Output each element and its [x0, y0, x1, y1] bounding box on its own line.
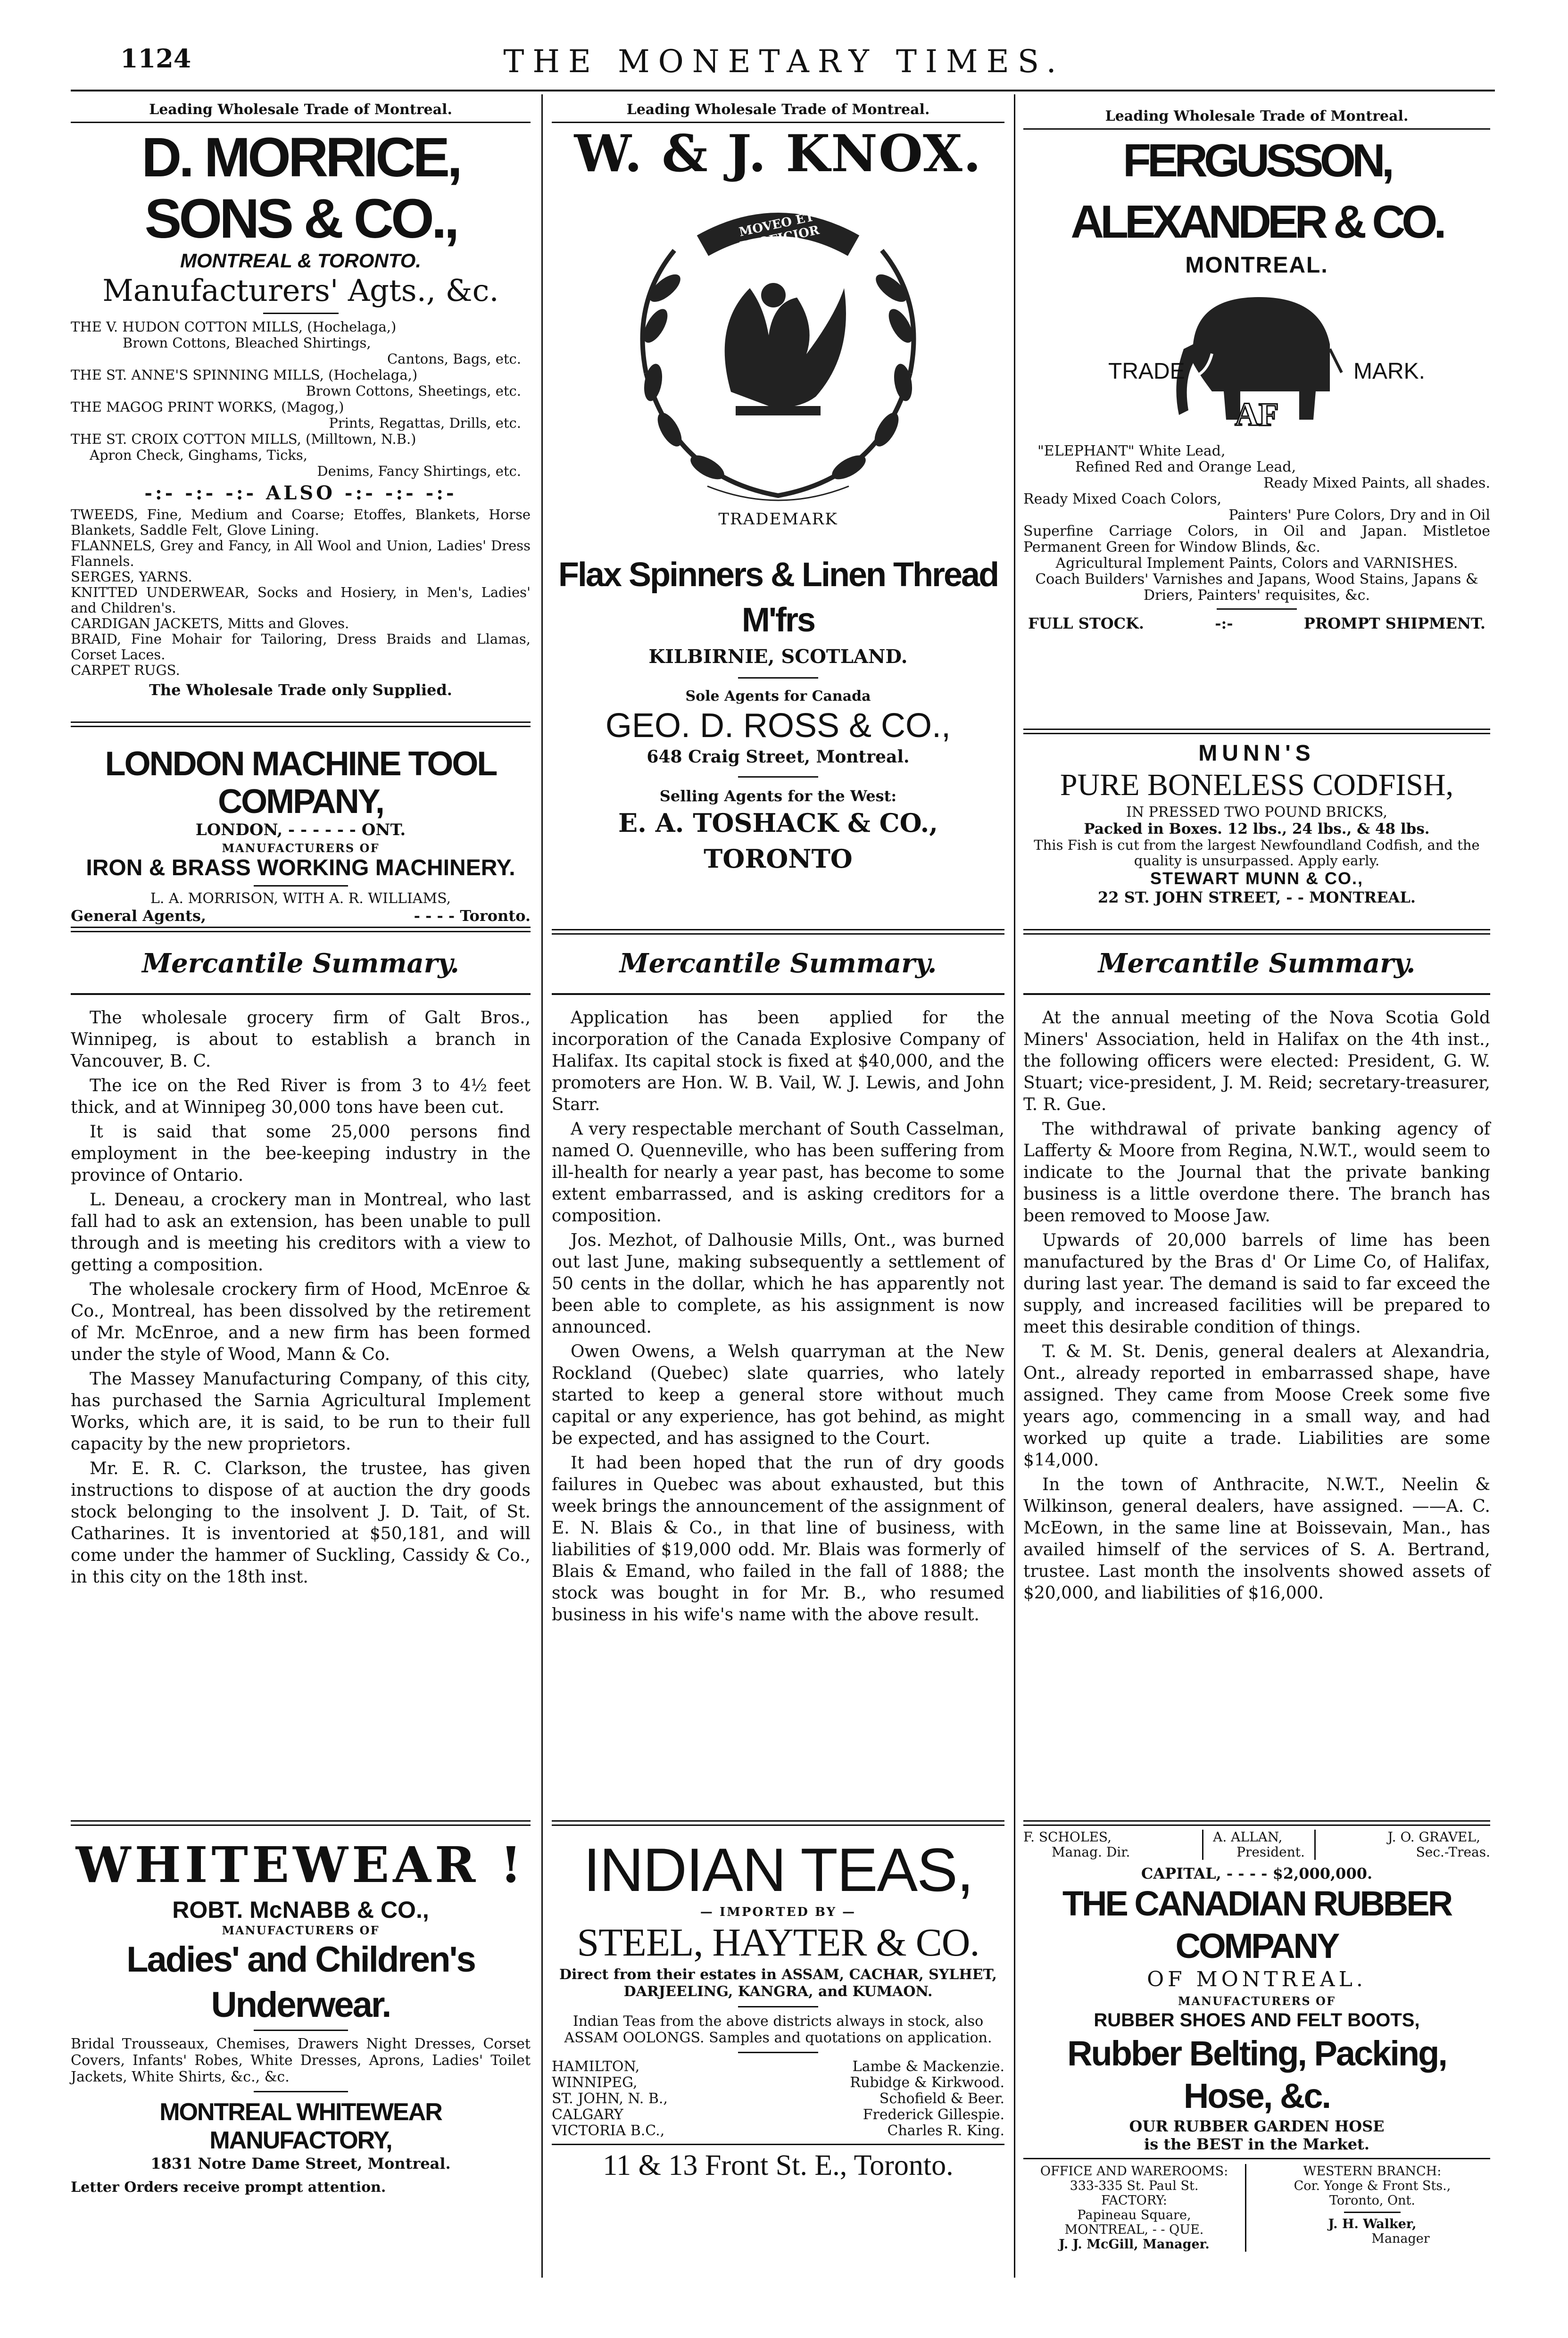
section-rule	[71, 721, 531, 727]
product-line: Superfine Carriage Colors, in Oil and Japan. Mistletoe Permanent Green for Window Blinds, &c.	[1023, 523, 1490, 555]
page-number: 1124	[120, 43, 191, 74]
elephant-trademark	[1023, 278, 1490, 434]
mill-line: Brown Cottons, Bleached Shirtings,	[123, 335, 371, 351]
column-divider	[541, 94, 543, 2278]
factory-address: 1831 Notre Dame Street, Montreal.	[150, 2155, 451, 2172]
west-line: Cor. Yonge & Front Sts.,	[1294, 2179, 1451, 2193]
office-line: Papineau Square,	[1077, 2208, 1191, 2222]
imported-by: — IMPORTED BY —	[700, 1905, 856, 1919]
product: Ladies' and Children's Underwear.	[126, 1940, 475, 2025]
west-agent: E. A. TOSHACK & CO., TORONTO	[618, 808, 938, 874]
agency-city: HAMILTON,	[552, 2058, 640, 2075]
section-rule	[71, 927, 531, 932]
news-paragraph: Jos. Mezhot, of Dalhousie Mills, Ont., was burned out last June, making subsequently a settlement of 50 cents in the dollar, which he has apparently not been able to complete, as his assignment is now announced.	[552, 1231, 1004, 1337]
agency-city: VICTORIA B.C.,	[552, 2122, 665, 2139]
west-manager: J. H. Walker,	[1328, 2217, 1417, 2231]
mill-line: THE ST. CROIX COTTON MILLS, (Milltown, N.B.)	[71, 431, 416, 447]
firm-tagline: Manufacturers' Agts., &c.	[102, 274, 499, 308]
emblem-motto: MOVEO ET PROFICIOR	[738, 209, 821, 254]
product: Flax Spinners & Linen Thread M'frs	[558, 556, 998, 639]
firm-of: OF MONTREAL.	[1147, 1967, 1367, 1991]
agency-name: Charles R. King.	[887, 2122, 1004, 2139]
lead-heading: Leading Wholesale Trade of Montreal.	[149, 101, 452, 118]
af-monogram: AF	[1235, 397, 1279, 433]
firm-sub: STEWART MUNN & CO.,	[1150, 869, 1363, 888]
officer-name: A. ALLAN,	[1213, 1829, 1283, 1845]
agency-city: CALGARY	[552, 2106, 623, 2123]
agent-address: 648 Craig Street, Montreal.	[647, 747, 910, 767]
agency-city: WINNIPEG,	[552, 2074, 638, 2091]
mill-line: Apron Check, Ginghams, Ticks,	[90, 447, 308, 463]
news-paragraph: The wholesale grocery firm of Galt Bros., Winnipeg, is about to establish a branch in Vancouver, B. C.	[71, 1008, 531, 1071]
ad-knox	[552, 101, 1004, 877]
officer-title: Manag. Dir.	[1052, 1844, 1130, 1860]
ad-london-machine	[71, 745, 531, 925]
trade-note: The Wholesale Trade only Supplied.	[149, 681, 452, 699]
section-rule	[1023, 929, 1490, 935]
firm-place: KILBIRNIE, SCOTLAND.	[648, 646, 908, 668]
news-paragraph: Upwards of 20,000 barrels of lime has been manufactured by the Bras d' Or Lime Co, of Halifax, during last year. The demand is said to far exceed the supply, and increased facilities will be prepared to meet this desirable condition of things.	[1023, 1231, 1490, 1337]
news-paragraph: Mr. E. R. C. Clarkson, the trustee, has given instructions to dispose of at auction the dry goods stock belonging to the insolvent J. D. Tait, of St. Catharines. It is inventoried at $50,181, and will come under the hammer of Suckling, Cassidy & Co., in this city on the 18th inst.	[71, 1459, 531, 1587]
mill-line: THE MAGOG PRINT WORKS, (Magog,)	[71, 399, 344, 415]
mercantile-summary-col1	[71, 948, 531, 1591]
page-title: THE MONETARY TIMES.	[503, 43, 1065, 80]
product-line: SERGES, YARNS.	[71, 569, 192, 585]
news-paragraph: The wholesale crockery firm of Hood, McEnroe & Co., Montreal, has been dissolved by the retirement of Mr. McEnroe, and a new firm has been formed under the style of Wood, Mann & Co.	[71, 1280, 531, 1364]
news-paragraph: A very respectable merchant of South Casselman, named O. Quenneville, who has been suffering from ill-health for nearly a year past, has become to some extent embarrassed, and is asking creditors for a composition.	[552, 1119, 1004, 1226]
firm-city: MONTREAL.	[1185, 253, 1328, 278]
product-line: CARDIGAN JACKETS, Mitts and Gloves.	[71, 615, 349, 631]
garden-hose: OUR RUBBER GARDEN HOSE	[1129, 2117, 1385, 2135]
ad-title: INDIAN TEAS,	[583, 1835, 973, 1904]
product-line: CARPET RUGS.	[71, 662, 180, 678]
mill-line: THE ST. ANNE'S SPINNING MILLS, (Hochelaga,)	[71, 367, 418, 383]
trade-word: TRADE	[1108, 359, 1185, 384]
mercantile-summary-col3	[1023, 948, 1490, 1607]
product-line: Coach Builders' Varnishes and Japans, Wood Stains, Japans & Driers, Painters' requisites, &c.	[1035, 571, 1478, 604]
ad-title: WHITEWEAR !	[75, 1836, 526, 1894]
west-manager-title: Manager	[1371, 2231, 1430, 2246]
firm-name: THE CANADIAN RUBBER COMPANY	[1062, 1884, 1452, 1965]
boxes: Packed in Boxes. 12 lbs., 24 lbs., & 48 lbs.	[1084, 821, 1430, 837]
west-title: WESTERN BRANCH:	[1303, 2164, 1442, 2179]
manufacturers-of: MANUFACTURERS OF	[222, 841, 380, 855]
product-line: Ready Mixed Coach Colors,	[1023, 491, 1222, 507]
agent-name: GEO. D. ROSS & CO.,	[605, 707, 951, 745]
news-paragraph: It had been hoped that the run of dry goods failures in Quebec was about exhausted, but this week brings the announcement of the assignment of E. N. Blais & Co., in that line of business, with liabilities of $19,000 odd. Mr. Blais was formerly of Blais & Emand, who failed in the fall of 1888; the stock was bought in for Mr. B., who resumed business in his wife's name with the above result.	[552, 1453, 1004, 1625]
firm-address: 22 ST. JOHN STREET, - - MONTREAL.	[1098, 888, 1416, 906]
manufacturers-of: MANUFACTURERS OF	[1178, 1994, 1336, 2008]
ad-indian-teas	[552, 1834, 1004, 2183]
product-line: FLANNELS, Grey and Fancy, in All Wool and Union, Ladies' Dress Flannels.	[71, 538, 531, 569]
general-agents: General Agents,	[71, 907, 206, 925]
firm-name: ROBT. McNABB & CO.,	[172, 1897, 429, 1923]
also-heading: -:- -:- -:- ALSO -:- -:- -:-	[144, 482, 457, 504]
officer-name: J. O. GRAVEL,	[1387, 1829, 1480, 1845]
news-paragraph: Application has been applied for the incorporation of the Canada Explosive Company of Halifax. Its capital stock is fixed at $40,000, and the promoters are Hon. W. B. Vail, W. J. Lewis, and John Starr.	[552, 1008, 1004, 1114]
agent-line: L. A. MORRISON, WITH A. R. WILLIAMS,	[150, 890, 451, 907]
firm-name: FERGUSSON, ALEXANDER & CO.	[1070, 134, 1443, 248]
best-note: is the BEST in the Market.	[1144, 2135, 1369, 2153]
separator: -:-	[1215, 614, 1233, 632]
officer-title: Sec.-Treas.	[1416, 1844, 1490, 1860]
section-rule	[552, 1820, 1004, 1826]
mill-line: Prints, Regattas, Drills, etc.	[329, 415, 521, 431]
firm-name: W. & J. KNOX.	[574, 124, 982, 183]
product-list: Bridal Trousseaux, Chemises, Drawers Night Dresses, Corset Covers, Infants' Robes, White Dresses, Aprons, Ladies' Toilet Jackets, White Shirts, &c., &c.	[71, 2036, 531, 2085]
sole-agents-label: Sole Agents for Canada	[685, 688, 871, 705]
header-rule	[71, 90, 1495, 91]
news-paragraph: The withdrawal of private banking agency of Lafferty & Moore from Regina, N.W.T., would seem to indicate to the Journal that the private banking business is a little overdone there. The branch has been removed to Moose Jaw.	[1023, 1119, 1490, 1226]
orders-note: Letter Orders receive prompt attention.	[71, 2179, 386, 2196]
product: PURE BONELESS CODFISH,	[1060, 768, 1454, 802]
mill-line: Brown Cottons, Sheetings, etc.	[306, 383, 521, 399]
section-heading: Mercantile Summary.	[619, 948, 937, 979]
firm-city: MONTREAL & TORONTO.	[180, 249, 421, 272]
teas-address: 11 & 13 Front St. E., Toronto.	[603, 2149, 954, 2181]
officer-name: F. SCHOLES,	[1023, 1829, 1112, 1845]
factory-name: MONTREAL WHITEWEAR MANUFACTORY,	[159, 2098, 442, 2154]
officer-title: President.	[1236, 1844, 1305, 1860]
selling-agents-label: Selling Agents for the West:	[659, 787, 897, 805]
office-line: MONTREAL, - - QUE.	[1064, 2222, 1204, 2237]
product-line: Painters' Pure Colors, Dry and in Oil	[1228, 507, 1490, 523]
mill-line: Denims, Fancy Shirtings, etc.	[317, 463, 521, 479]
product-line: Ready Mixed Paints, all shades.	[1263, 475, 1490, 491]
ad-munn	[1023, 740, 1490, 906]
office-title: OFFICE AND WAREROOMS:	[1040, 2164, 1228, 2179]
product-line: Agricultural Implement Paints, Colors and VARNISHES.	[1055, 555, 1458, 572]
firm-city: LONDON, - - - - - - ONT.	[195, 821, 406, 839]
section-rule	[1023, 729, 1490, 734]
office-manager: J. J. McGill, Manager.	[1059, 2237, 1210, 2252]
product-line-1: RUBBER SHOES AND FELT BOOTS,	[1094, 2010, 1420, 2031]
prompt-shipment: PROMPT SHIPMENT.	[1303, 614, 1485, 632]
column-divider	[1014, 94, 1015, 2278]
agency-city: ST. JOHN, N. B.,	[552, 2090, 668, 2107]
news-paragraph: The Massey Manufacturing Company, of this city, has purchased the Sarnia Agricultural Implement Works, which are, it is said, to be run to their full capacity by the new proprietors.	[71, 1369, 531, 1454]
product-line: "ELEPHANT" White Lead,	[1037, 443, 1226, 459]
capital-label: CAPITAL,	[1141, 1865, 1221, 1882]
mill-line: Cantons, Bags, etc.	[387, 351, 521, 367]
news-paragraph: Owen Owens, a Welsh quarryman at the New Rockland (Quebec) slate quarries, who lately started to keep a general store without much capital or any experience, has got behind, as might be expected, and has assigned to the Court.	[552, 1342, 1004, 1448]
firm-name: LONDON MACHINE TOOL COMPANY,	[105, 745, 497, 821]
news-paragraph: T. & M. St. Denis, general dealers at Alexandria, Ont., already reported in embarrassed shape, have assigned. They came from Moose Creek some five years ago, commencing in a small way, and had worked up quite a trade. Liabilities are some $14,000.	[1023, 1342, 1490, 1470]
full-stock: FULL STOCK.	[1028, 614, 1144, 632]
ad-canadian-rubber	[1023, 1830, 1490, 2252]
section-rule	[552, 929, 1004, 935]
news-paragraph: At the annual meeting of the Nova Scotia Gold Miners' Association, held in Halifax on the 4th inst., the following officers were elected: President, G. W. Stuart; vice-president, J. M. Reid; secretary-treasurer, T. R. Gue.	[1023, 1008, 1490, 1114]
quality-note: This Fish is cut from the largest Newfoundland Codfish, and the quality is unsurpassed. Apply early.	[1034, 837, 1480, 869]
mill-line: THE V. HUDON COTTON MILLS, (Hochelaga,)	[71, 319, 397, 335]
product-line-2: Rubber Belting, Packing, Hose, &c.	[1067, 2034, 1446, 2115]
packing: IN PRESSED TWO POUND BRICKS,	[1126, 804, 1388, 821]
firm-name: STEEL, HAYTER & CO.	[577, 1921, 979, 1965]
lead-heading: Leading Wholesale Trade of Montreal.	[1105, 108, 1409, 124]
product-line: Refined Red and Orange Lead,	[1075, 459, 1296, 475]
ad-morrice	[71, 101, 531, 699]
news-paragraph: The ice on the Red River is from 3 to 4½ feet thick, and at Winnipeg 30,000 tons have been cut.	[71, 1076, 531, 1117]
office-line: FACTORY:	[1101, 2193, 1167, 2208]
mark-word: MARK.	[1353, 359, 1426, 384]
section-rule	[71, 1820, 531, 1826]
agency-name: Schofield & Beer.	[879, 2090, 1004, 2107]
knox-eagle-emblem	[552, 184, 1004, 552]
lead-heading: Leading Wholesale Trade of Montreal.	[626, 101, 930, 118]
product-line: BRAID, Fine Mohair for Tailoring, Dress Braids and Llamas, Corset Laces.	[71, 631, 531, 663]
ad-whitewear	[71, 1837, 531, 2196]
product: IRON & BRASS WORKING MACHINERY.	[86, 855, 515, 880]
news-paragraph: In the town of Anthracite, N.W.T., Neelin & Wilkinson, general dealers, have assigned. ——A. C. McEown, in the same line at Boissevain, Man., has availed himself of the services of S. A. Bertrand, trustee. Last month the insolvents showed assets of $20,000, and liabilities of $16,000.	[1023, 1475, 1490, 1603]
agency-name: Rubidge & Kirkwood.	[850, 2074, 1004, 2091]
product-line: TWEEDS, Fine, Medium and Coarse; Etoffes, Blankets, Horse Blankets, Saddle Felt, Glove Lining.	[71, 506, 531, 538]
agency-name: Lambe & Mackenzie.	[852, 2058, 1004, 2075]
news-paragraph: It is said that some 25,000 persons find employment in the bee-keeping industry in the province of Ontario.	[71, 1122, 531, 1185]
stock-note: Indian Teas from the above districts always in stock, also ASSAM OOLONGS. Samples and quotations on application.	[564, 2013, 992, 2046]
section-rule	[1023, 1820, 1490, 1826]
news-paragraph: L. Deneau, a crockery man in Montreal, who last fall had to ask an extension, has been unable to pull through and is meeting his creditors with a view to getting a composition.	[71, 1190, 531, 1275]
manufacturers-of: MANUFACTURERS OF	[222, 1923, 380, 1937]
section-heading: Mercantile Summary.	[142, 948, 459, 979]
ad-fergusson	[1023, 101, 1490, 632]
agency-name: Frederick Gillespie.	[863, 2106, 1004, 2123]
capital-value: - - - - $2,000,000.	[1226, 1865, 1373, 1882]
section-heading: Mercantile Summary.	[1098, 948, 1416, 979]
mercantile-summary-col2	[552, 948, 1004, 1629]
estates: Direct from their estates in ASSAM, CACHAR, SYLHET, DARJEELING, KANGRA, and KUMAON.	[559, 1966, 997, 2000]
product-line: KNITTED UNDERWEAR, Socks and Hosiery, in Men's, Ladies' and Children's.	[71, 584, 531, 616]
office-line: 333-335 St. Paul St.	[1070, 2179, 1199, 2193]
west-line: Toronto, Ont.	[1329, 2193, 1415, 2208]
emblem-trademark: TRADEMARK	[718, 510, 838, 529]
firm-name: MUNN'S	[1198, 741, 1315, 766]
agents-city: - - - - Toronto.	[414, 907, 531, 925]
firm-name: D. MORRICE, SONS & CO.,	[141, 126, 460, 250]
